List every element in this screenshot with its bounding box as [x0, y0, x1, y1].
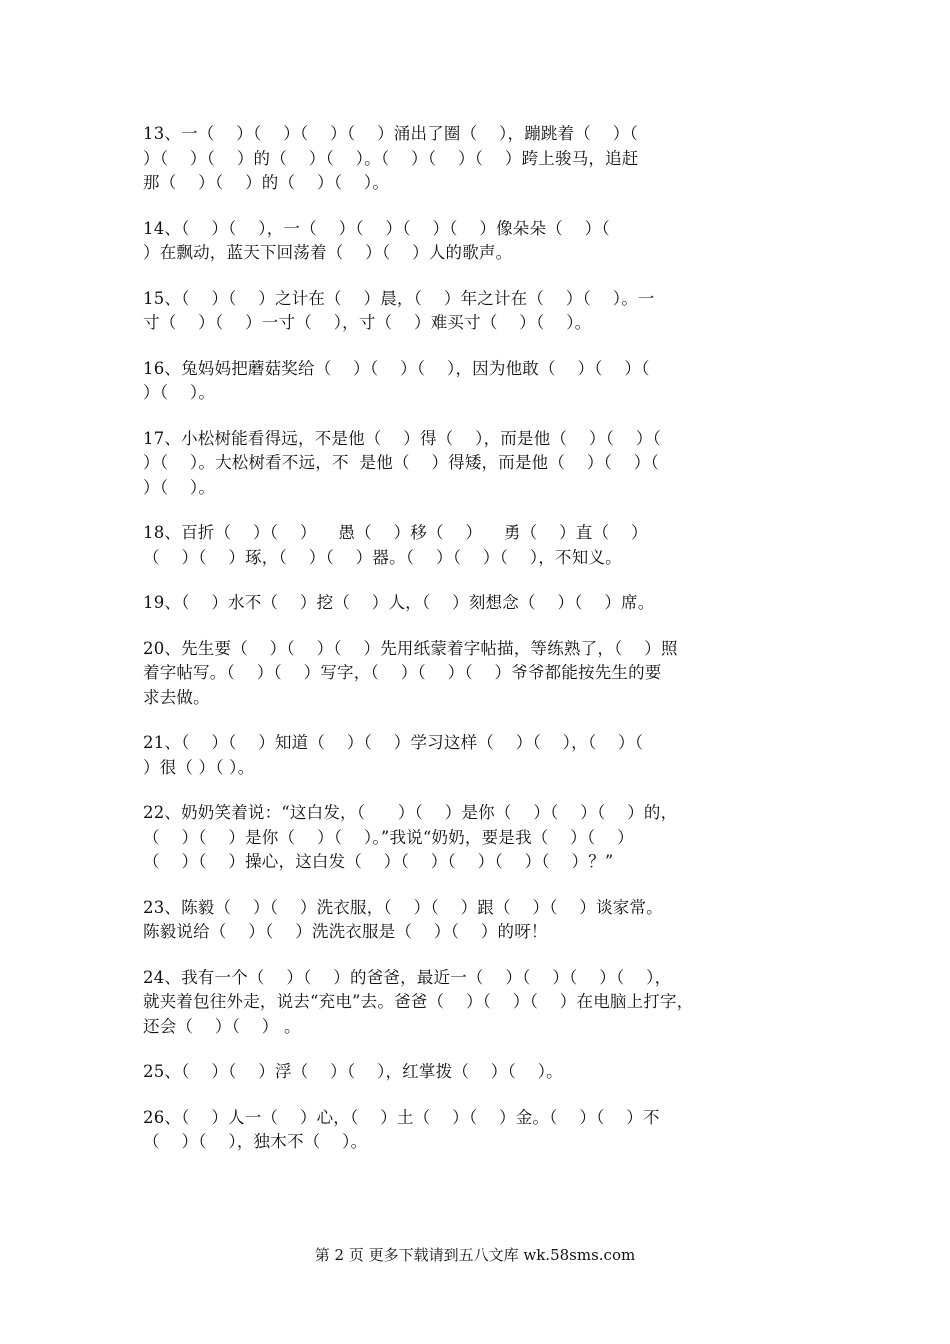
question-line: ）很（ ）（ ）。 [143, 757, 255, 777]
question-line: ）（ ）。大松树看不远，不 是他（ ）得矮，而是他（ ）（ ）（ [143, 453, 659, 472]
question-23 [143, 896, 823, 945]
question-line: （ ）（ ）操心，这白发（ ）（ ）（ ）（ ）（ ）？” [143, 852, 614, 871]
question-21 [143, 731, 823, 780]
question-14 [143, 217, 823, 266]
question-line: 寸（ ）（ ）一寸（ ），寸（ ）难买寸（ ）（ ）。 [143, 313, 592, 332]
question-line: ）（ ）。 [143, 383, 216, 402]
question-25 [143, 1060, 823, 1085]
question-18 [143, 521, 823, 570]
question-17 [143, 427, 823, 501]
question-line: 就夹着包往外走，说去“充电”去。爸爸（ ）（ ）（ ）在电脑上打字， [143, 992, 694, 1011]
question-22 [143, 801, 823, 875]
question-line: 18、百折（ ）（ ） 愚（ ）移（ ） 勇（ ）直（ ） [143, 523, 648, 542]
question-line: ）（ ）。 [143, 477, 216, 497]
question-line: 16、兔妈妈把蘑菇奖给（ ）（ ）（ ），因为他敢（ ）（ ）（ [143, 358, 650, 378]
page-footer: 第 2 页 更多下载请到五八文库 wk.58sms.com [314, 1246, 636, 1264]
question-line: （ ）（ ），独木不（ ）。 [143, 1132, 368, 1151]
question-line: 着字帖写。（ ）（ ）写字，（ ）（ ）（ ）爷爷都能按先生的要 [143, 663, 662, 682]
question-line: 22、奶奶笑着说：“这白发，（ ）（ ）是你（ ）（ ）（ ）的， [143, 803, 678, 822]
question-line: （ ）（ ）是你（ ）（ ）。”我说“奶奶，要是我（ ）（ ） [143, 827, 634, 847]
question-15 [143, 287, 823, 336]
question-line: 19、（ ）水不（ ）挖（ ）人，（ ）刻想念（ ）（ ）席。 [143, 593, 655, 612]
question-line: ）在飘动，蓝天下回荡着（ ）（ ）人的歌声。 [143, 243, 513, 262]
question-line: （ ）（ ）琢，（ ）（ ）器。（ ）（ ）（ ），不知义。 [143, 547, 622, 567]
question-19 [143, 591, 823, 616]
question-line: 25、（ ）（ ）浮（ ）（ ），红掌拨（ ）（ ）。 [143, 1062, 563, 1081]
question-13 [143, 122, 823, 196]
question-line: 20、先生要（ ）（ ）（ ）先用纸蒙着字帖描，等练熟了，（ ）照 [143, 638, 678, 658]
question-20 [143, 637, 823, 711]
question-24 [143, 966, 823, 1040]
question-line: 14、（ ）（ ），一（ ）（ ）（ ）（ ）像朵朵（ ）（ [143, 218, 610, 238]
question-line: 17、小松树能看得远，不是他（ ）得（ ），而是他（ ）（ ）（ [143, 428, 661, 448]
question-list [143, 122, 823, 1176]
question-line: 21、（ ）（ ）知道（ ）（ ）学习这样（ ）（ ），（ ）（ [143, 733, 644, 752]
question-26 [143, 1106, 823, 1155]
question-line: 26、（ ）人一（ ）心，（ ）土（ ）（ ）金。（ ）（ ）不 [143, 1107, 660, 1127]
question-line: 15、（ ）（ ）之计在（ ）晨，（ ）年之计在（ ）（ ）。一 [143, 288, 655, 308]
question-line: 陈毅说给（ ）（ ）洗洗衣服是（ ）（ ）的呀！ [143, 922, 548, 941]
question-16 [143, 357, 823, 406]
question-line: 那（ ）（ ）的（ ）（ ）。 [143, 173, 390, 192]
question-line: 24、我有一个（ ）（ ）的爸爸，最近一（ ）（ ）（ ）（ ）， [143, 967, 672, 987]
question-line: ）（ ）（ ）的（ ）（ ）。（ ）（ ）（ ）跨上骏马，追赶 [143, 148, 639, 168]
question-line: 23、陈毅（ ）（ ）洗衣服，（ ）（ ）跟（ ）（ ）谈家常。 [143, 897, 663, 917]
question-line: 13、一（ ）（ ）（ ）（ ）涌出了圈（ ），蹦跳着（ ）（ [143, 124, 638, 143]
question-line: 求去做。 [143, 687, 210, 707]
question-line: 还会（ ）（ ） 。 [143, 1016, 301, 1036]
